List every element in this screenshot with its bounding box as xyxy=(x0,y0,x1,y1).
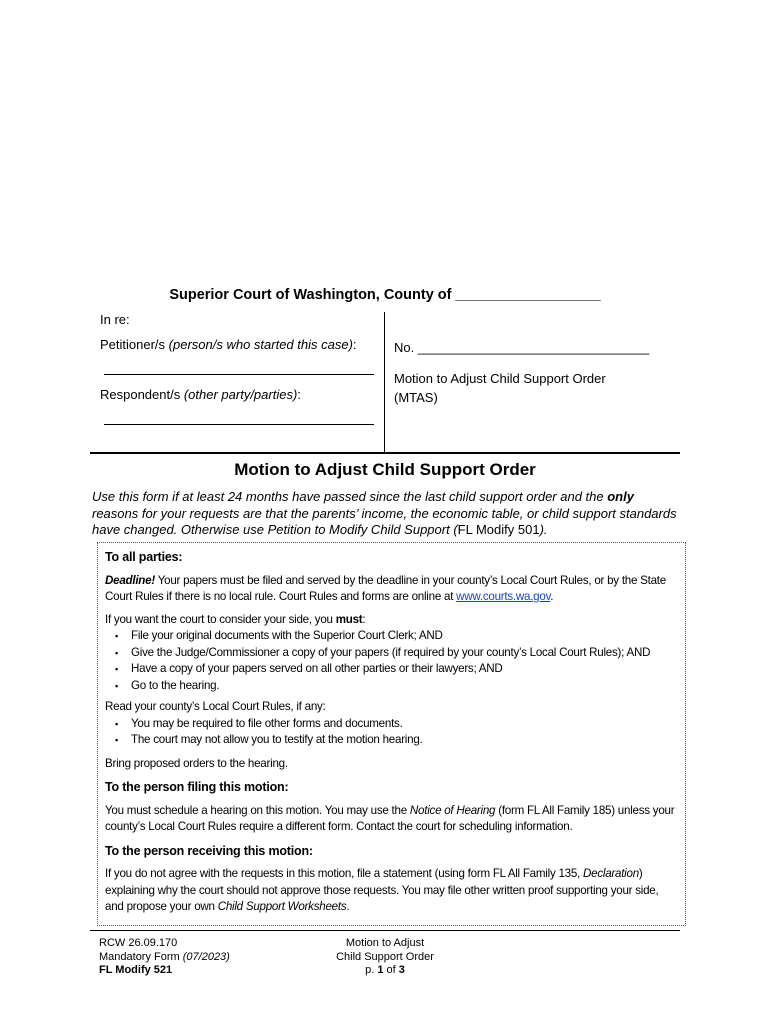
respondent-label: Respondent/s (other party/parties): xyxy=(100,387,301,402)
petitioner-label: Petitioner/s (person/s who started this case): xyxy=(100,337,357,352)
receiving-paragraph: If you do not agree with the requests in this motion, file a statement (using form FL All Family 135, Declaration) explaining why the court should not approve those requests. You may file other written proof supporting your side, and propose your own Child Support Worksheets. xyxy=(105,867,659,913)
local-rules-paragraph: Read your county’s Local Court Rules, if any: xyxy=(105,700,326,713)
footer-center xyxy=(310,937,460,978)
list-item: ▪ File your original documents with the Superior Court Clerk; AND xyxy=(131,628,680,645)
consider-list xyxy=(105,628,680,694)
footer-title-line1: Motion to Adjust xyxy=(345,937,425,949)
filing-heading: To the person filing this motion: xyxy=(105,780,289,794)
case-number-field[interactable]: No. ________________________________ xyxy=(394,340,650,355)
form-code: FL Modify 521 xyxy=(99,964,173,976)
form-title-line1: Motion to Adjust Child Support Order xyxy=(394,371,606,386)
rcw-citation: RCW 26.09.170 xyxy=(99,937,178,949)
all-parties-heading: To all parties: xyxy=(105,550,183,564)
deadline-paragraph: Deadline! Your papers must be filed and served by the deadline in your county’s Local Court Rules, or by the State Court Rules if there is no local rule. Court Rules and forms are online at www.courts.wa.gov. xyxy=(105,573,666,603)
respondent-name-line[interactable] xyxy=(104,424,374,425)
court-heading: Superior Court of Washington, County of __________________ xyxy=(169,287,601,303)
mandatory-form-line: Mandatory Form (07/2023) xyxy=(99,950,230,963)
list-item: ▪ You may be required to file other forms and documents. xyxy=(131,716,680,733)
bring-orders-text: Bring proposed orders to the hearing. xyxy=(105,756,288,770)
form-title-line2: (MTAS) xyxy=(394,390,438,405)
petitioner-name-line[interactable] xyxy=(104,374,374,375)
footer-left xyxy=(99,937,230,978)
instructions-box xyxy=(97,542,686,926)
document-title: Motion to Adjust Child Support Order xyxy=(234,460,536,479)
page-number: p. 1 of 3 xyxy=(365,964,405,976)
list-item: ▪ The court may not allow you to testify at the motion hearing. xyxy=(131,732,680,749)
list-item: ▪ Go to the hearing. xyxy=(131,678,680,695)
local-rules-list xyxy=(105,716,680,749)
receiving-heading: To the person receiving this motion: xyxy=(105,843,313,858)
footer-title-line2: Child Support Order xyxy=(336,950,434,963)
consider-paragraph: If you want the court to consider your side, you must: xyxy=(105,612,366,626)
in-re-label: In re: xyxy=(100,312,130,327)
courts-link[interactable]: www.courts.wa.gov xyxy=(456,590,551,603)
caption-bottom-rule xyxy=(90,452,680,454)
filing-paragraph: You must schedule a hearing on this motion. You may use the Notice of Hearing (form FL All Family 185) unless your county’s Local Court Rules require a different form. Contact the court for scheduling information. xyxy=(105,803,675,833)
intro-paragraph: Use this form if at least 24 months have passed since the last child support order and the only reasons for your requests are that the parents’ income, the economic table, or child support standards have changed. Otherwise use Petition to Modify Child Support (FL Modify 501). xyxy=(92,489,677,537)
footer-rule xyxy=(90,930,680,931)
list-item: ▪ Have a copy of your papers served on all other parties or their lawyers; AND xyxy=(131,661,680,678)
caption-divider xyxy=(384,312,385,452)
list-item: ▪ Give the Judge/Commissioner a copy of your papers (if required by your county’s Local Court Rules); AND xyxy=(131,645,680,662)
form-title-caption xyxy=(394,369,606,407)
